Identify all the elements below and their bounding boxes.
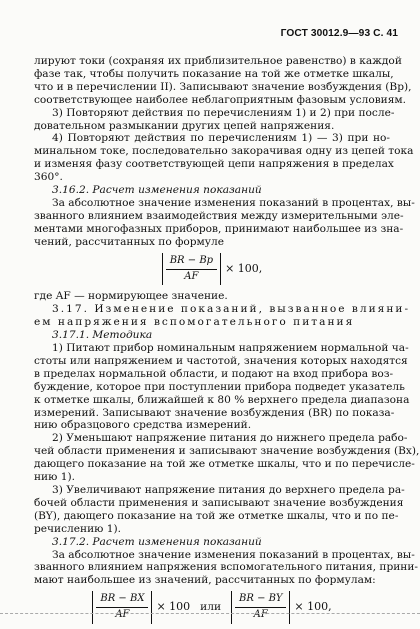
numerator: BR − BY [235,593,286,608]
text-line: фазе так, чтобы получить показание на той же отметке шкалы, [34,67,394,80]
numerator: BR − Bр [166,255,217,270]
text-line: лируют токи (сохраняя их приблизительное равенство) в каждой [34,55,402,67]
text-line: и изменяя фазу соответствующей цепи напряжения в пределах [34,158,394,171]
text-line: нию образцового средства измерений. [34,419,252,432]
text-line: что и в перечислении II). Записывают значение возбуждения (Bр), [34,80,412,93]
section-heading: 3.17.1. Методика [52,329,153,342]
multiplier: × 100, [225,261,263,275]
text-line: мают наибольшее из значений, рассчитанных по формулам: [34,574,376,587]
text-line: чей области применения и записывают значение возбуждения (Bx), [34,445,420,458]
page-body [34,55,420,629]
text-line: бочей области применения и записывают значение возбуждения [34,496,404,509]
running-head: ГОСТ 30012.9—93 С. 41 [280,28,398,39]
fraction [96,593,148,622]
abs-bars [92,591,152,624]
text-line: измерений. Записывают значение возбуждения (BR) по показа- [34,406,395,419]
abs-bars [231,591,290,624]
section-heading: ем напряжения вспомогательного питания [34,316,355,329]
section-heading: 3.16.2. Расчет изменения показаний [52,184,262,197]
or-word: или [200,601,222,614]
section-heading: 3.17.2. Расчет изменения показаний [52,535,262,548]
formula-1 [34,253,390,286]
abs-bars [162,253,221,286]
text-line: речислению 1). [34,522,122,535]
text-line: в пределах нормальной области, и подают на вход прибора воз- [34,367,394,380]
text-line: (BY), дающего показание на той же отметке шкалы, что и по пе- [34,509,399,522]
text-line: к отметке шкалы, ближайшей к 80 % верхнего предела диапазона [34,393,410,406]
text-line: 360°. [34,171,63,184]
fraction [166,255,217,284]
text-line: стоты или напряжением и частотой, значения которых находятся [34,354,408,367]
text-line: ментами многофазных приборов, принимают наибольшее из зна- [34,222,404,235]
text-line: 3) Повторяют действия по перечислениям 1) и 2) при после- [52,106,395,119]
text-line: дающего показание на той же отметке шкалы, что и по перечисле- [34,458,415,471]
text-line: довательном размыкании других цепей напряжения. [34,119,335,132]
multiplier: × 100 [156,600,191,614]
text-line: званного влиянием напряжения вспомогательного питания, прини- [34,561,419,574]
formula-2 [34,591,390,624]
section-heading: 3.17. Изменение показаний, вызванное влияни- [52,303,411,316]
text-line: где AF — нормирующее значение. [34,290,228,303]
denominator: AF [253,609,268,621]
text-line: чений, рассчитанных по формуле [34,235,225,248]
text-line: званного влиянием взаимодействия между измерительными эле- [34,209,404,222]
multiplier: × 100, [294,600,332,614]
text-line: минальном токе, последовательно закорачивая одну из цепей тока [34,145,414,158]
text-line: соответствующее наиболее неблагоприятным фазовым условиям. [34,93,407,106]
text-line: 2) Уменьшают напряжение питания до нижнего предела рабо- [52,432,408,445]
text-line: нию 1). [34,471,75,484]
denominator: AF [184,270,199,282]
denominator: AF [115,609,130,621]
text-line: За абсолютное значение изменения показаний в процентах, вы- [52,548,415,561]
text-line: 4) Повторяют действия по перечислениям 1) — 3) при но- [52,132,390,145]
page-bottom-rule [0,613,420,614]
text-line: 1) Питают прибор номинальным напряжением нормальной ча- [52,342,409,355]
fraction [235,593,286,622]
text-line: 3) Увеличивают напряжение питания до верхнего предела ра- [52,484,405,496]
text-line: За абсолютное значение изменения показаний в процентах, вы- [52,196,415,209]
text-line: буждение, которое при поступлении прибора подведет указатель [34,380,405,393]
numerator: BR − BX [96,593,148,608]
